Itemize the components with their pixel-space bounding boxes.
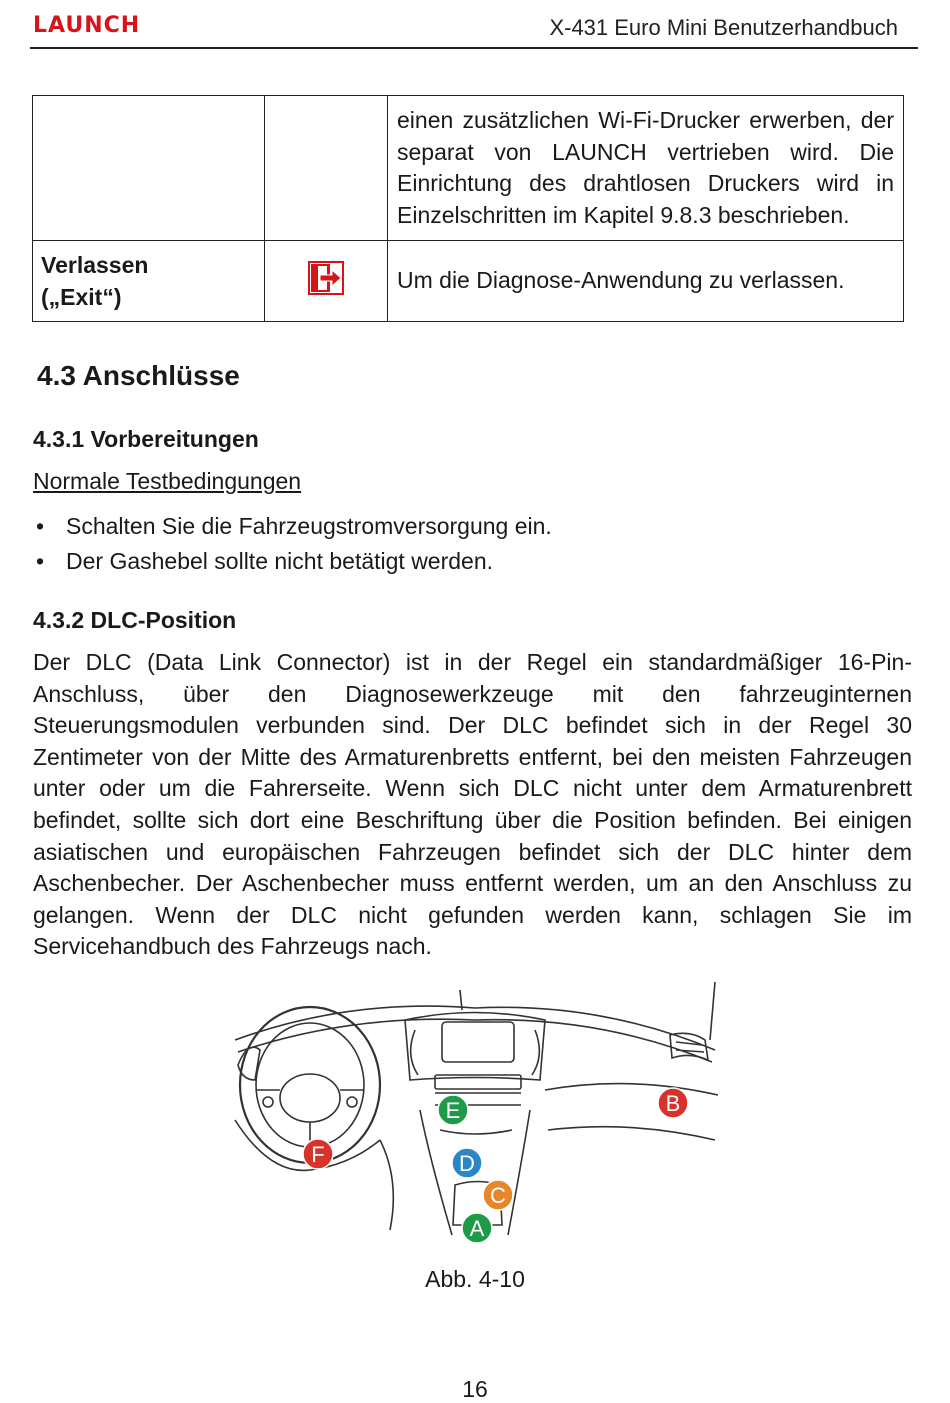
document-title: X-431 Euro Mini Benutzerhandbuch bbox=[549, 15, 898, 40]
connector-marker-a bbox=[462, 1213, 492, 1243]
dashboard-illustration bbox=[230, 980, 720, 1248]
subsection-title: 4.3.2 DLC-Position bbox=[33, 607, 237, 633]
list-item bbox=[33, 509, 552, 544]
function-name-line: („Exit“) bbox=[41, 284, 122, 310]
figure-caption: Abb. 4-10 bbox=[425, 1266, 525, 1292]
bullet-icon: • bbox=[36, 548, 45, 574]
subsection-title: 4.3.1 Vorbereitungen bbox=[33, 426, 259, 452]
marker-label: F bbox=[311, 1142, 325, 1167]
bullet-list bbox=[33, 509, 552, 579]
marker-label: B bbox=[665, 1091, 681, 1116]
connector-marker-e bbox=[438, 1095, 468, 1125]
function-description-cell: Um die Diagnose-Anwendung zu verlassen. bbox=[388, 241, 904, 322]
marker-label: A bbox=[469, 1216, 485, 1241]
test-conditions-title: Normale Testbedingungen bbox=[33, 468, 302, 494]
function-icon-cell bbox=[265, 96, 388, 241]
list-item-text: Der Gashebel sollte nicht betätigt werden. bbox=[66, 548, 494, 574]
marker-label: D bbox=[459, 1151, 475, 1176]
launch-logo: LAUNCH bbox=[33, 13, 141, 38]
dlc-paragraph: Der DLC (Data Link Connector) ist in der Regel ein standardmäßiger 16-Pin-Anschluss, über den Diagnosewerkzeuge mit den fahrzeuginternen Steuerungsmodulen verbunden sind. Der DLC befindet sich in der Regel 30 Zentimeter von der Mitte des Armaturenbretts entfernt, bei den meisten Fahrzeugen unter oder um die Fahrerseite. Wenn sich DLC nicht unter dem Armaturenbrett befindet, sollte sich dort eine Beschriftung über die Position befinden. Bei einigen asiatischen und europäischen Fahrzeugen befindet sich der DLC hinter dem Aschenbecher. Der Aschenbecher muss entfernt werden, um an den Anschluss zu gelangen. Wenn der DLC nicht gefunden werden kann, schlagen Sie im Servicehandbuch des Fahrzeugs nach. bbox=[33, 649, 912, 960]
bullet-icon: • bbox=[36, 513, 45, 539]
marker-label: E bbox=[445, 1098, 461, 1123]
connector-marker-c bbox=[483, 1180, 513, 1210]
exit-icon bbox=[308, 261, 344, 295]
list-item-text: Schalten Sie die Fahrzeugstromversorgung ein. bbox=[66, 513, 552, 539]
marker-label: C bbox=[490, 1183, 506, 1208]
function-icon-cell bbox=[265, 241, 388, 322]
connector-marker-d bbox=[452, 1148, 482, 1178]
list-item bbox=[33, 544, 552, 579]
function-name-line: Verlassen bbox=[41, 252, 149, 278]
connector-marker-f bbox=[303, 1139, 333, 1169]
function-table bbox=[32, 95, 904, 322]
section-title: 4.3 Anschlüsse bbox=[37, 360, 240, 391]
function-name-cell bbox=[33, 96, 265, 241]
function-name-cell bbox=[33, 241, 265, 322]
table-row bbox=[33, 241, 904, 322]
function-description-cell: einen zusätzlichen Wi-Fi-Drucker erwerben, der separat von LAUNCH vertrieben wird. Die Einrichtung des drahtlosen Druckers wird in Einzelschritten im Kapitel 9.8.3 beschrieben. bbox=[388, 96, 904, 241]
connector-marker-b bbox=[658, 1088, 688, 1118]
page-number: 16 bbox=[462, 1376, 488, 1402]
page-header bbox=[30, 0, 918, 49]
table-row bbox=[33, 96, 904, 241]
